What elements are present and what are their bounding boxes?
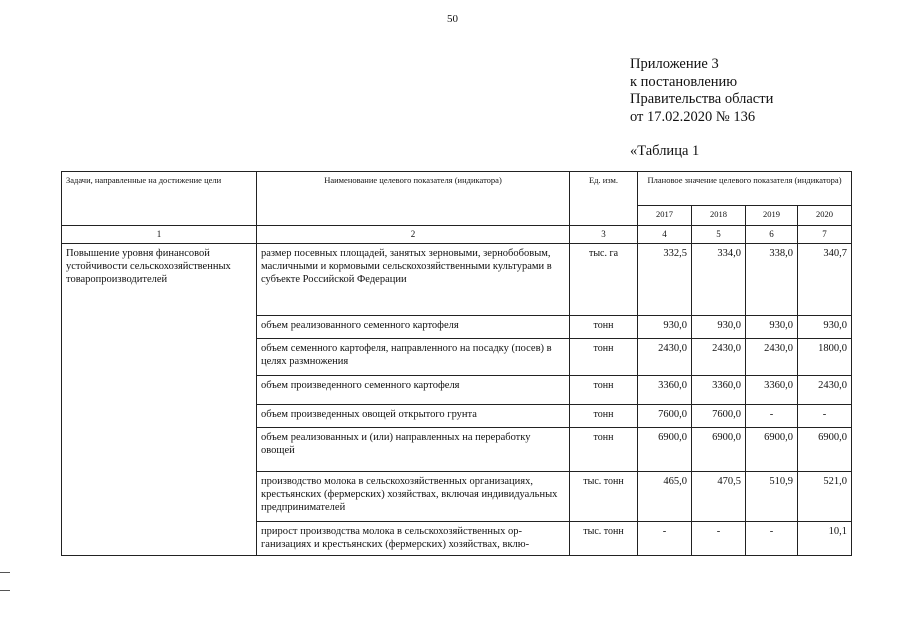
value-cell: 6900,0	[638, 428, 692, 472]
header-task: Задачи, направленные на достижение цели	[62, 172, 257, 226]
value-cell: 930,0	[798, 316, 852, 339]
value-cell: 3360,0	[746, 376, 798, 405]
value-cell: 6900,0	[746, 428, 798, 472]
header-year: 2018	[692, 206, 746, 226]
value-cell: 332,5	[638, 244, 692, 316]
table-row	[62, 244, 852, 316]
appendix-header	[630, 56, 773, 126]
task-cell: Повышение уровня финансовой устойчивости сельскохозяйственных товаропроизводителей	[62, 244, 257, 556]
unit-cell: тонн	[570, 405, 638, 428]
header-unit: Ед. изм.	[570, 172, 638, 226]
header-year: 2019	[746, 206, 798, 226]
indicator-cell: объем произведенного семенного картофеля	[257, 376, 570, 405]
value-cell: 465,0	[638, 472, 692, 522]
value-cell: 930,0	[638, 316, 692, 339]
value-cell: 340,7	[798, 244, 852, 316]
unit-cell: тыс. га	[570, 244, 638, 316]
unit-cell: тонн	[570, 339, 638, 376]
indicator-cell: объем реализованных и (или) направленных на переработку овощей	[257, 428, 570, 472]
appendix-line: Правительства области	[630, 91, 774, 107]
indicator-cell: прирост производства молока в сельскохозяйственных ор-ганизациях и крестьянских (фермерских) хозяйствах, вклю-	[257, 522, 570, 556]
value-cell: 10,1	[798, 522, 852, 556]
value-cell: 7600,0	[638, 405, 692, 428]
column-number: 3	[570, 226, 638, 244]
indicator-cell: объем реализованного семенного картофеля	[257, 316, 570, 339]
column-number: 2	[257, 226, 570, 244]
value-cell: 6900,0	[692, 428, 746, 472]
indicator-cell: размер посевных площадей, занятых зерновыми, зернобобовым, масличными и кормовыми сельскохозяйственными культурами в субъекте Российской Федерации	[257, 244, 570, 316]
unit-cell: тыс. тонн	[570, 522, 638, 556]
column-number: 1	[62, 226, 257, 244]
value-cell: 930,0	[746, 316, 798, 339]
value-cell: -	[638, 522, 692, 556]
value-cell: 1800,0	[798, 339, 852, 376]
appendix-line: к постановлению	[630, 73, 738, 90]
header-indicator: Наименование целевого показателя (индикатора)	[257, 172, 570, 226]
indicator-table	[61, 171, 852, 556]
scan-edge-mark	[0, 572, 10, 573]
value-cell: 7600,0	[692, 405, 746, 428]
unit-cell: тонн	[570, 428, 638, 472]
column-number: 4	[638, 226, 692, 244]
indicator-cell: объем произведенных овощей открытого грунта	[257, 405, 570, 428]
unit-cell: тонн	[570, 316, 638, 339]
appendix-line: от 17.02.2020 № 136	[630, 108, 756, 125]
value-cell: -	[798, 405, 852, 428]
value-cell: 2430,0	[746, 339, 798, 376]
column-number: 5	[692, 226, 746, 244]
value-cell: 930,0	[692, 316, 746, 339]
value-cell: 521,0	[798, 472, 852, 522]
value-cell: 2430,0	[798, 376, 852, 405]
value-cell: 6900,0	[798, 428, 852, 472]
appendix-line: Приложение 3	[630, 56, 719, 72]
value-cell: -	[746, 522, 798, 556]
scan-edge-mark	[0, 590, 10, 591]
table-label: «Таблица 1	[630, 143, 700, 159]
header-year: 2017	[638, 206, 692, 226]
value-cell: 3360,0	[638, 376, 692, 405]
value-cell: 2430,0	[692, 339, 746, 376]
value-cell: 470,5	[692, 472, 746, 522]
value-cell: 2430,0	[638, 339, 692, 376]
value-cell: 3360,0	[692, 376, 746, 405]
indicator-cell: объем семенного картофеля, направленного на посадку (посев) в целях размножения	[257, 339, 570, 376]
value-cell: -	[692, 522, 746, 556]
column-number: 7	[798, 226, 852, 244]
header-year: 2020	[798, 206, 852, 226]
column-number: 6	[746, 226, 798, 244]
header-plan: Плановое значение целевого показателя (индикатора)	[638, 172, 852, 206]
page-number: 50	[447, 13, 458, 25]
value-cell: -	[746, 405, 798, 428]
value-cell: 334,0	[692, 244, 746, 316]
indicator-cell: производство молока в сельскохозяйственных организациях, крестьянских (фермерских) хозяйствах, включая индивидуальных предпринимателей	[257, 472, 570, 522]
unit-cell: тыс. тонн	[570, 472, 638, 522]
value-cell: 510,9	[746, 472, 798, 522]
unit-cell: тонн	[570, 376, 638, 405]
value-cell: 338,0	[746, 244, 798, 316]
